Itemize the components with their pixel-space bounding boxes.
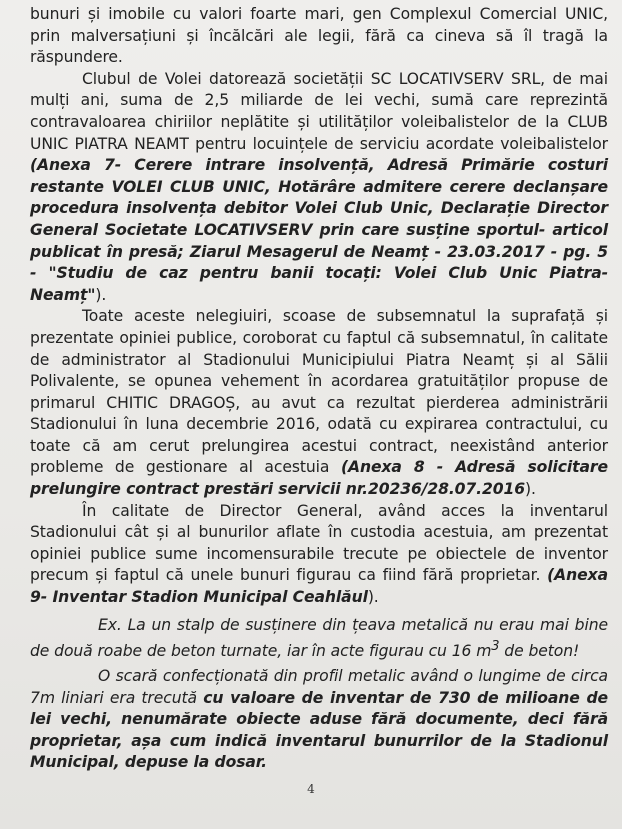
- paragraph-5-text: Ex. La un stalp de susținere din țeava metalică nu erau mai bine de două roabe de beton turnate, iar în acte figurau cu 16 m: [30, 615, 608, 661]
- paragraph-3-end: ).: [525, 480, 536, 499]
- paragraph-5-end: de beton!: [499, 642, 580, 661]
- paragraph-2-end: ).: [95, 285, 107, 304]
- paragraph-3: [30, 306, 608, 500]
- paragraph-6-text: O scară confecționată din profil metalic având o lungime de circa 7m liniari era trecută: [30, 667, 608, 707]
- paragraph-2-text: Clubul de Volei datorează societății SC LOCATIVSERV SRL, de mai mulți ani, suma de 2,5 miliarde de lei vechi, sumă care reprezintă contravaloarea chiriilor neplătite și utilităților voleibalistelor de la CLUB UNIC PIATRA NEAMT pentru locuințele de serviciu acordate voleibalistelor: [30, 69, 608, 153]
- paragraph-2-annex: (Anexa 7- Cerere intrare insolvență, Adresă Primărie costuri restante VOLEI CLUB UNIC, Hotărâre admitere cerere declanșare procedura insolvența debitor Volei Club Unic, Declarație Director General Societate LOCATIVSERV prin care susține sportul- articol publicat în presă; Ziarul Mesagerul de Neamț - 23.03.2017 - pg. 5 - "Studiu de caz pentru banii tocați: Volei Club Unic Piatra-Neamț": [30, 156, 608, 304]
- document-body: [30, 0, 608, 774]
- paragraph-3-annex: (Anexa 8 - Adresă solicitare prelungire contract prestări servicii nr.20236/28.07.2016: [30, 458, 608, 499]
- page-number: 4: [307, 782, 315, 796]
- paragraph-4-text: În calitate de Director General, având acces la inventarul Stadionului cât și al bunurilor aflate în custodia acestuia, am prezentat opiniei publice sume incomensurabile trecute pe obiectele de inventor precum și faptul că unele bunuri figurau ca fiind fără proprietar.: [30, 501, 608, 585]
- paragraph-5-example: [30, 615, 608, 663]
- paragraph-4-end: ).: [367, 588, 379, 607]
- paragraph-6-bold: cu valoare de inventar de 730 de milioane de lei vechi, nenumărate obiecte aduse fără documente, deci fără proprietar, așa cum indică inventarul bunurrilor de la Stadionul Municipal, depuse la dosar.: [30, 688, 609, 772]
- paragraph-4-annex: (Anexa 9- Inventar Stadion Municipal Ceahlăul: [30, 566, 608, 607]
- paragraph-4: [30, 501, 608, 609]
- paragraph-6: [30, 666, 608, 774]
- paragraph-1: bunuri și imobile cu valori foarte mari, gen Complexul Comercial UNIC, prin malversațiuni și încălcări ale legii, fără ca cineva să îl tragă la răspundere.: [30, 5, 608, 67]
- paragraph-5-superscript: 3: [491, 639, 500, 655]
- paragraph-2: [30, 69, 608, 307]
- paragraph-3-text: Toate aceste nelegiuiri, scoase de subsemnatul la suprafață și prezentate opiniei publice, coroborat cu faptul că subsemnatul, în calitate de administrator al Stadionului Municipiului Piatra Neamț și al Sălii Polivalente, se opunea vehement în acordarea gratuităților propuse de primarul CHITIC DRAGOȘ, au avut ca rezultat pierderea administrării Stadionului în luna decembrie 2016, odată cu expirarea contractului, cu toate că am cerut prelungirea acestui contract, neexistând anterior probleme de gestionare al acestuia: [30, 307, 608, 477]
